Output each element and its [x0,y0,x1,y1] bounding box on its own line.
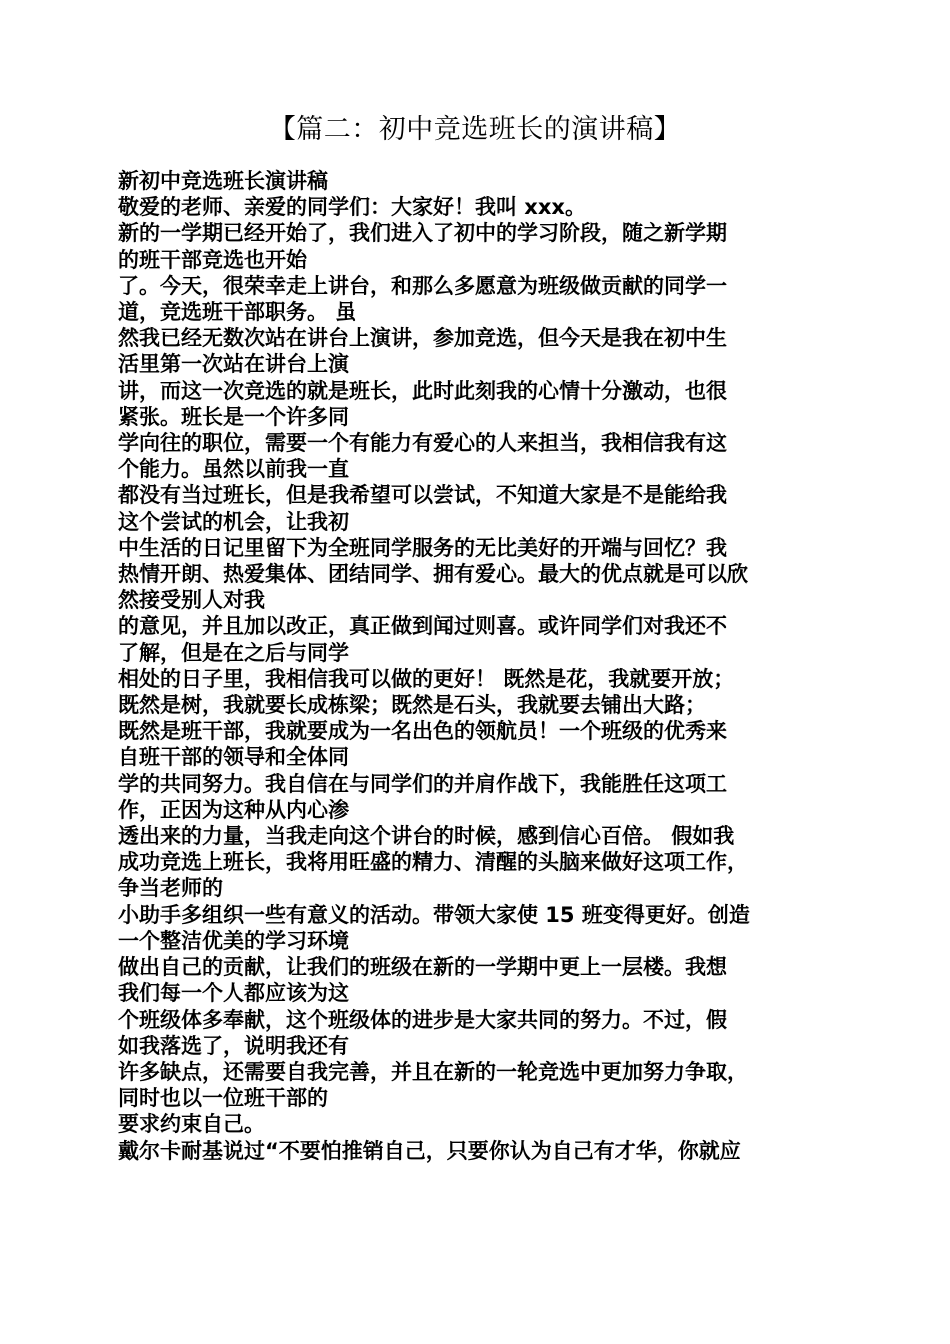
body-line: 个能力。虽然以前我一直 [118,457,349,482]
body-line: 争当老师的 [118,876,223,901]
body-line: 都没有当过班长，但是我希望可以尝试，不知道大家是不是能给我 [118,483,727,508]
body-line: 学的共同努力。我自信在与同学们的并肩作战下，我能胜任这项工 [118,771,727,796]
document-body [118,168,833,1164]
body-line: 热情开朗、热爱集体、团结同学、拥有爱心。最大的优点就是可以欣 [118,562,748,587]
body-line: 如我落选了，说明我还有 [118,1033,349,1058]
body-line: 成功竞选上班长，我将用旺盛的精力、清醒的头脑来做好这项工作， [118,850,748,875]
body-line: 一个整洁优美的学习环境 [118,928,349,953]
body-line: 了解，但是在之后与同学 [118,640,349,665]
body-line: 许多缺点，还需要自我完善，并且在新的一轮竞选中更加努力争取， [118,1059,748,1084]
body-line: 自班干部的领导和全体同 [118,745,349,770]
body-line: 戴尔卡耐基说过“不要怕推销自己，只要你认为自己有才华，你就应 [118,1138,741,1163]
body-line: 做出自己的贡献，让我们的班级在新的一学期中更上一层楼。我想 [118,955,727,980]
body-line: 然我已经无数次站在讲台上演讲，参加竞选，但今天是我在初中生 [118,326,727,351]
body-line: 我们每一个人都应该为这 [118,981,349,1006]
body-line: 了。今天，很荣幸走上讲台，和那么多愿意为班级做贡献的同学一 [118,273,727,298]
body-line: 中生活的日记里留下为全班同学服务的无比美好的开端与回忆？我 [118,535,727,560]
body-line: 同时也以一位班干部的 [118,1086,328,1111]
body-line: 学向往的职位，需要一个有能力有爱心的人来担当，我相信我有这 [118,431,727,456]
body-line: 个班级体多奉献，这个班级体的进步是大家共同的努力。不过，假 [118,1007,727,1032]
body-line: 讲，而这一次竞选的就是班长，此时此刻我的心情十分激动，也很 [118,378,727,403]
body-line: 道，竞选班干部职务。 虽 [118,300,357,325]
body-line: 活里第一次站在讲台上演 [118,352,349,377]
body-line: 然接受别人对我 [118,588,265,613]
document-title: 【篇二：初中竞选班长的演讲稿】 [268,114,682,145]
body-line: 既然是树，我就要长成栋梁；既然是石头，我就要去铺出大路； [118,693,706,718]
body-line: 新的一学期已经开始了，我们进入了初中的学习阶段，随之新学期 [118,221,727,246]
body-line: 新初中竞选班长演讲稿 [118,169,328,193]
body-line: 小助手多组织一些有意义的活动。带领大家使 15 班变得更好。创造 [118,902,750,927]
body-line: 这个尝试的机会，让我初 [118,509,349,534]
body-line: 的班干部竞选也开始 [118,247,307,272]
body-line: 透出来的力量，当我走向这个讲台的时候，感到信心百倍。 假如我 [118,824,735,849]
body-line: 既然是班干部，我就要成为一名出色的领航员！一个班级的优秀来 [118,719,727,744]
body-line: 敬爱的老师、亲爱的同学们：大家好！我叫 xxx。 [118,195,586,220]
body-line: 相处的日子里，我相信我可以做的更好！ 既然是花，我就要开放； [118,666,735,691]
body-line: 的意见，并且加以改正，真正做到闻过则喜。或许同学们对我还不 [118,614,727,639]
body-line: 要求约束自己。 [118,1112,265,1137]
body-line: 紧张。班长是一个许多同 [118,404,349,429]
body-line: 作，正因为这种从内心渗 [118,797,349,822]
